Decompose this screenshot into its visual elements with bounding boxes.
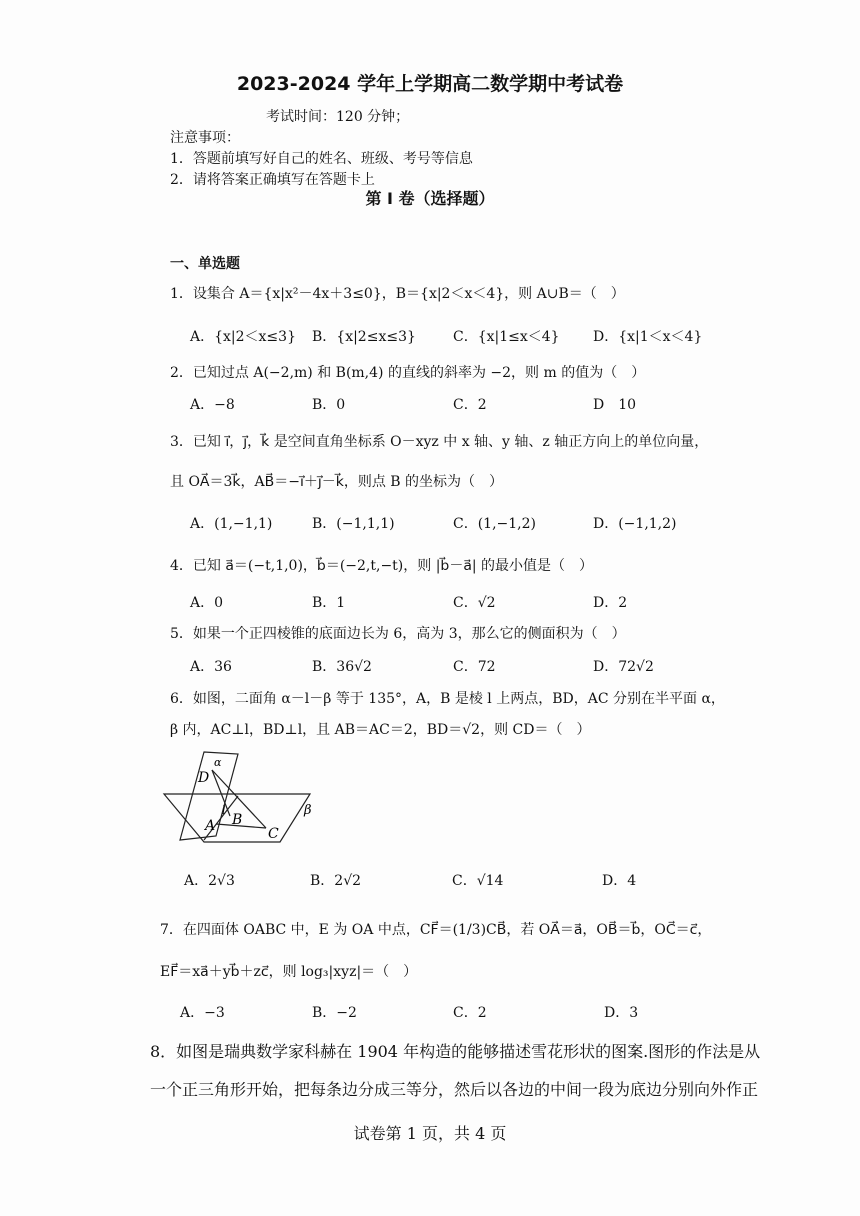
dihedral-angle-figure xyxy=(160,748,320,848)
label-b: B xyxy=(232,812,243,828)
option-a: A．{x|2＜x≤3} xyxy=(190,329,296,345)
note-item: 1．答题前填写好自己的姓名、班级、考号等信息 xyxy=(170,151,473,167)
exam-time: 考试时间：120 分钟； xyxy=(266,109,410,125)
label-a: A xyxy=(205,818,216,834)
label-l: l xyxy=(222,804,226,817)
question-stem: β 内，AC⊥l，BD⊥l，且 AB＝AC＝2，BD＝√2，则 CD＝（ ） xyxy=(170,722,591,738)
option-b: B．1 xyxy=(312,595,346,611)
question-stem: 8．如图是瑞典数学家科赫在 1904 年构造的能够描述雪花形状的图案.图形的作法是从 xyxy=(150,1042,761,1061)
option-b: B．2√2 xyxy=(310,873,362,889)
option-d: D 10 xyxy=(593,397,637,413)
question-stem: 6．如图，二面角 α－l－β 等于 135°，A，B 是棱 l 上两点，BD，AC 分别在半平面 α， xyxy=(170,691,725,707)
question-stem: 1．设集合 A＝{x|x²－4x＋3≤0}，B＝{x|2＜x＜4}，则 A∪B＝（ ） xyxy=(170,286,625,302)
question-stem: 5．如果一个正四棱锥的底面边长为 6，高为 3，那么它的侧面积为（ ） xyxy=(170,626,626,642)
option-a: A．−8 xyxy=(190,397,235,413)
option-c: C．√2 xyxy=(453,595,496,611)
page-footer: 试卷第 1 页，共 4 页 xyxy=(353,1124,507,1143)
option-a: A．36 xyxy=(190,659,232,675)
option-c: C．{x|1≤x＜4} xyxy=(453,329,560,345)
option-d: D．4 xyxy=(602,873,637,889)
option-d: D．72√2 xyxy=(593,659,654,675)
notes-heading: 注意事项： xyxy=(170,130,240,146)
label-beta: β xyxy=(304,803,312,818)
option-c: C．√14 xyxy=(452,873,504,889)
part-title: 一、单选题 xyxy=(170,256,240,272)
option-d: D．(−1,1,2) xyxy=(593,516,677,532)
option-c: C．2 xyxy=(453,1005,487,1021)
option-b: B．0 xyxy=(312,397,346,413)
question-stem: 7．在四面体 OABC 中，E 为 OA 中点，CF⃗＝(1/3)CB⃗，若 OA⃗＝a⃗，OB⃗＝b⃗，OC⃗＝c⃗， xyxy=(160,922,712,938)
option-d: D．{x|1＜x＜4} xyxy=(593,329,703,345)
option-d: D．3 xyxy=(604,1005,639,1021)
question-stem: 2．已知过点 A(−2,m) 和 B(m,4) 的直线的斜率为 −2，则 m 的值为（ ） xyxy=(170,365,646,381)
section-title: 第 I 卷（选择题） xyxy=(365,189,495,208)
option-a: A．2√3 xyxy=(184,873,235,889)
option-d: D．2 xyxy=(593,595,628,611)
option-a: A．−3 xyxy=(180,1005,225,1021)
option-a: A．0 xyxy=(190,595,224,611)
option-c: C．72 xyxy=(453,659,496,675)
label-d: D xyxy=(198,770,210,786)
question-stem: EF⃗＝xa⃗＋yb⃗＋zc⃗，则 log₃|xyz|＝（ ） xyxy=(160,964,418,980)
option-b: B．{x|2≤x≤3} xyxy=(312,329,416,345)
option-b: B．(−1,1,1) xyxy=(312,516,395,532)
option-b: B．−2 xyxy=(312,1005,357,1021)
option-a: A．(1,−1,1) xyxy=(190,516,273,532)
label-c: C xyxy=(268,826,279,842)
question-stem: 4．已知 a⃗＝(−t,1,0)，b⃗＝(−2,t,−t)，则 |b⃗－a⃗| 的最小值是（ ） xyxy=(170,558,594,574)
note-item: 2．请将答案正确填写在答题卡上 xyxy=(170,172,375,188)
label-alpha: α xyxy=(214,756,222,769)
option-c: C．2 xyxy=(453,397,487,413)
option-b: B．36√2 xyxy=(312,659,372,675)
question-stem: 一个正三角形开始，把每条边分成三等分，然后以各边的中间一段为底边分别向外作正 xyxy=(150,1080,759,1099)
option-c: C．(1,−1,2) xyxy=(453,516,536,532)
question-stem: 3．已知 i⃗，j⃗，k⃗ 是空间直角坐标系 O－xyz 中 x 轴、y 轴、z 轴正方向上的单位向量， xyxy=(170,434,709,450)
question-stem: 且 OA⃗＝3k⃗，AB⃗＝−i⃗＋j⃗－k⃗，则点 B 的坐标为（ ） xyxy=(170,474,504,490)
page-title: 2023-2024 学年上学期高二数学期中考试卷 xyxy=(236,73,624,95)
